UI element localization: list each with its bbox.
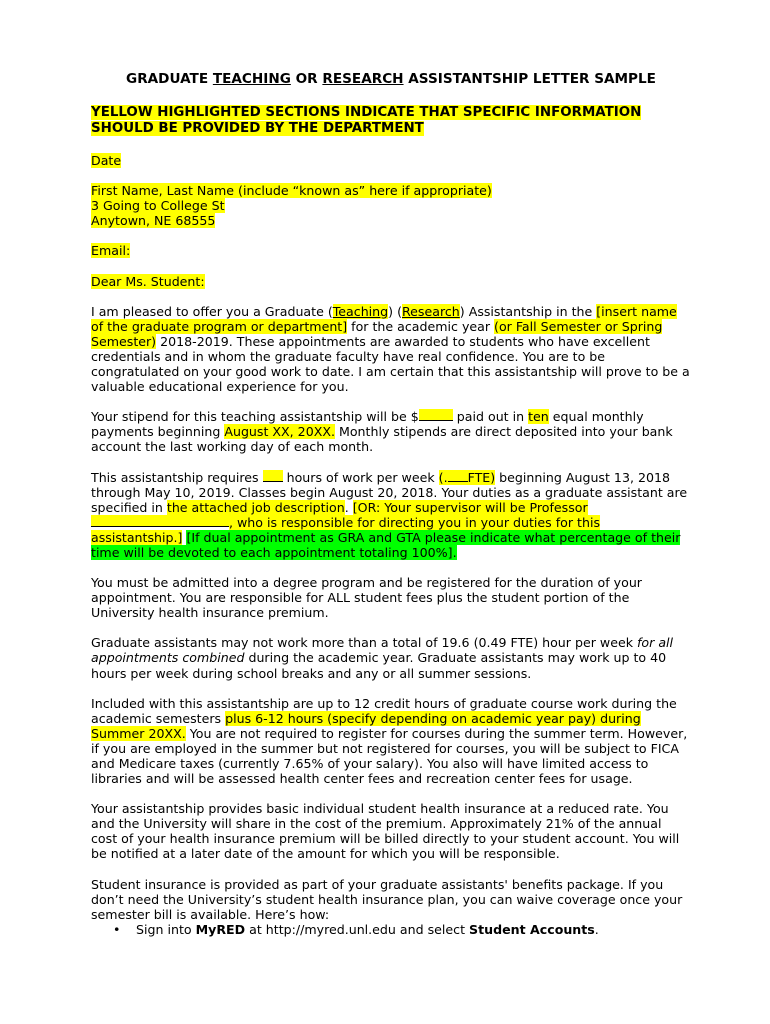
b1-a: Sign into [136,921,196,937]
b1-accounts: Student Accounts [469,921,595,937]
p5-em: for all appointments combined [91,635,674,666]
p6-hl: plus 6-12 hours (specify depending on academic year pay) during Summer 20XX. [91,710,641,741]
title-pre: GRADUATE [126,71,213,87]
paragraph-hours [91,470,691,561]
fte-blank [448,470,468,482]
p3-dual: [If dual appointment as GRA and GTA please indicate what percentage of their time will be devoted to each appointment totaling 100%]. [91,529,681,560]
b1-c: . [594,921,599,937]
professor-blank [91,515,229,527]
email-line [91,243,691,258]
p3-a: This assistantship requires [91,469,263,485]
p1-b: ) ( [388,303,402,319]
p5-b: during the academic year. Graduate assistants may work up to 40 hours per week during school breaks and any or all summer sessions. [91,650,667,681]
p6-a: Included with this assistantship are up to 12 credit hours of graduate course work during the academic semesters [91,695,677,726]
address-block [91,183,691,228]
p1-a: I am pleased to offer you a Graduate ( [91,303,333,319]
p1-teaching: Teaching [332,303,389,319]
letter-page [91,72,691,937]
list-item [91,922,691,937]
paragraph-admission: You must be admitted into a degree program and be registered for the duration of your appointment. You are responsible for ALL student fees plus the student portion of the University health insurance premium. [91,575,642,621]
stipend-blank [419,409,453,421]
b1-myred: MyRED [195,921,246,937]
salutation [91,274,691,289]
p2-b: paid out in [452,409,529,425]
p1-d: for the academic year [347,318,495,334]
paragraph-insurance-waiver: Student insurance is provided as part of your graduate assistants' benefits package. If you don’t need the University’s student health insurance plan, you can waive coverage once your semester bill is available. Here’s how: [91,876,683,922]
title-teaching: TEACHING [212,71,291,87]
p2-c: equal monthly payments beginning [91,409,644,440]
page-title [91,72,691,87]
p5-a: Graduate assistants may not work more than a total of 19.6 (0.49 FTE) hour per week [91,635,637,651]
p2-date: August XX, 20XX. [224,424,335,440]
date-label: Date [91,153,122,169]
title-or: OR [290,71,323,87]
p1-e: 2018-2019. These appointments are awarded to students who have excellent credentials and in whom the graduate faculty have real confidence. You are to be congratulated on your good work to date. I am certain that this assistantship will prove to be a valuable educational experience for you. [91,333,690,395]
p1-c: ) Assistantship in the [459,303,597,319]
p2-a: Your stipend for this teaching assistantship will be $ [91,409,419,425]
instructions-text: YELLOW HIGHLIGHTED SECTIONS INDICATE THAT SPECIFIC INFORMATION SHOULD BE PROVIDED BY THE DEPARTMENT [91,105,642,137]
title-post: ASSISTANTSHIP LETTER SAMPLE [403,71,656,87]
paragraph-offer [91,304,691,395]
p1-semester: (or Fall Semester or Spring Semester) [91,318,663,349]
title-research: RESEARCH [322,71,404,87]
paragraph-health-insurance: Your assistantship provides basic individual student health insurance at a reduced rate. You and the University will share in the cost of the premium. Approximately 21% of the annual cost of your health insurance premium will be billed directly to your student account. You will be notified at a later date of the amount for which you will be responsible. [91,801,680,862]
waiver-steps-list [91,922,691,937]
p3-or2: , who is responsible for directing you in your duties for this assistantship.] [91,514,601,545]
hours-blank [263,470,283,482]
p3-b: hours of work per week [282,469,439,485]
address-line2: 3 Going to College St [91,198,225,214]
p1-research: Research [402,303,460,319]
paragraph-stipend [91,409,691,454]
p3-d: . [344,499,353,515]
bullet-icon: • [113,921,121,937]
p3-c: beginning August 13, 2018 through May 10, 2019. Classes begin August 20, 2018. Your duties as a graduate assistant are specified in [91,469,688,515]
salutation-text: Dear Ms. Student: [91,273,205,289]
p2-d: Monthly stipends are direct deposited into your bank account the last working day of each month. [91,424,673,455]
instructions [91,105,691,137]
p3-or: [OR: Your supervisor will be Professor [352,499,588,515]
fte-open: (. [438,469,448,485]
date-line [91,153,691,168]
paragraph-credit-hours [91,696,691,787]
paragraph-hour-limit [91,635,691,680]
p1-program: [insert name of the graduate program or department] [91,303,677,334]
address-line1: First Name, Last Name (include “known as” here if appropriate) [91,183,492,199]
address-line3: Anytown, NE 68555 [91,213,216,229]
p3-jobdesc: the attached job description [166,499,345,515]
fte-field [439,470,496,485]
fte-close: FTE) [467,469,496,485]
b1-b: at http://myred.unl.edu and select [245,921,470,937]
email-label: Email: [91,243,131,259]
p6-b: You are not required to register for courses during the summer term. However, if you are employed in the summer but not registered for courses, you will be subject to FICA and Medicare taxes (currently 7.65% of your salary). You also will have limited access to libraries and will be assessed health center fees and recreation center fees for usage. [91,725,688,787]
p2-ten: ten [528,409,549,425]
